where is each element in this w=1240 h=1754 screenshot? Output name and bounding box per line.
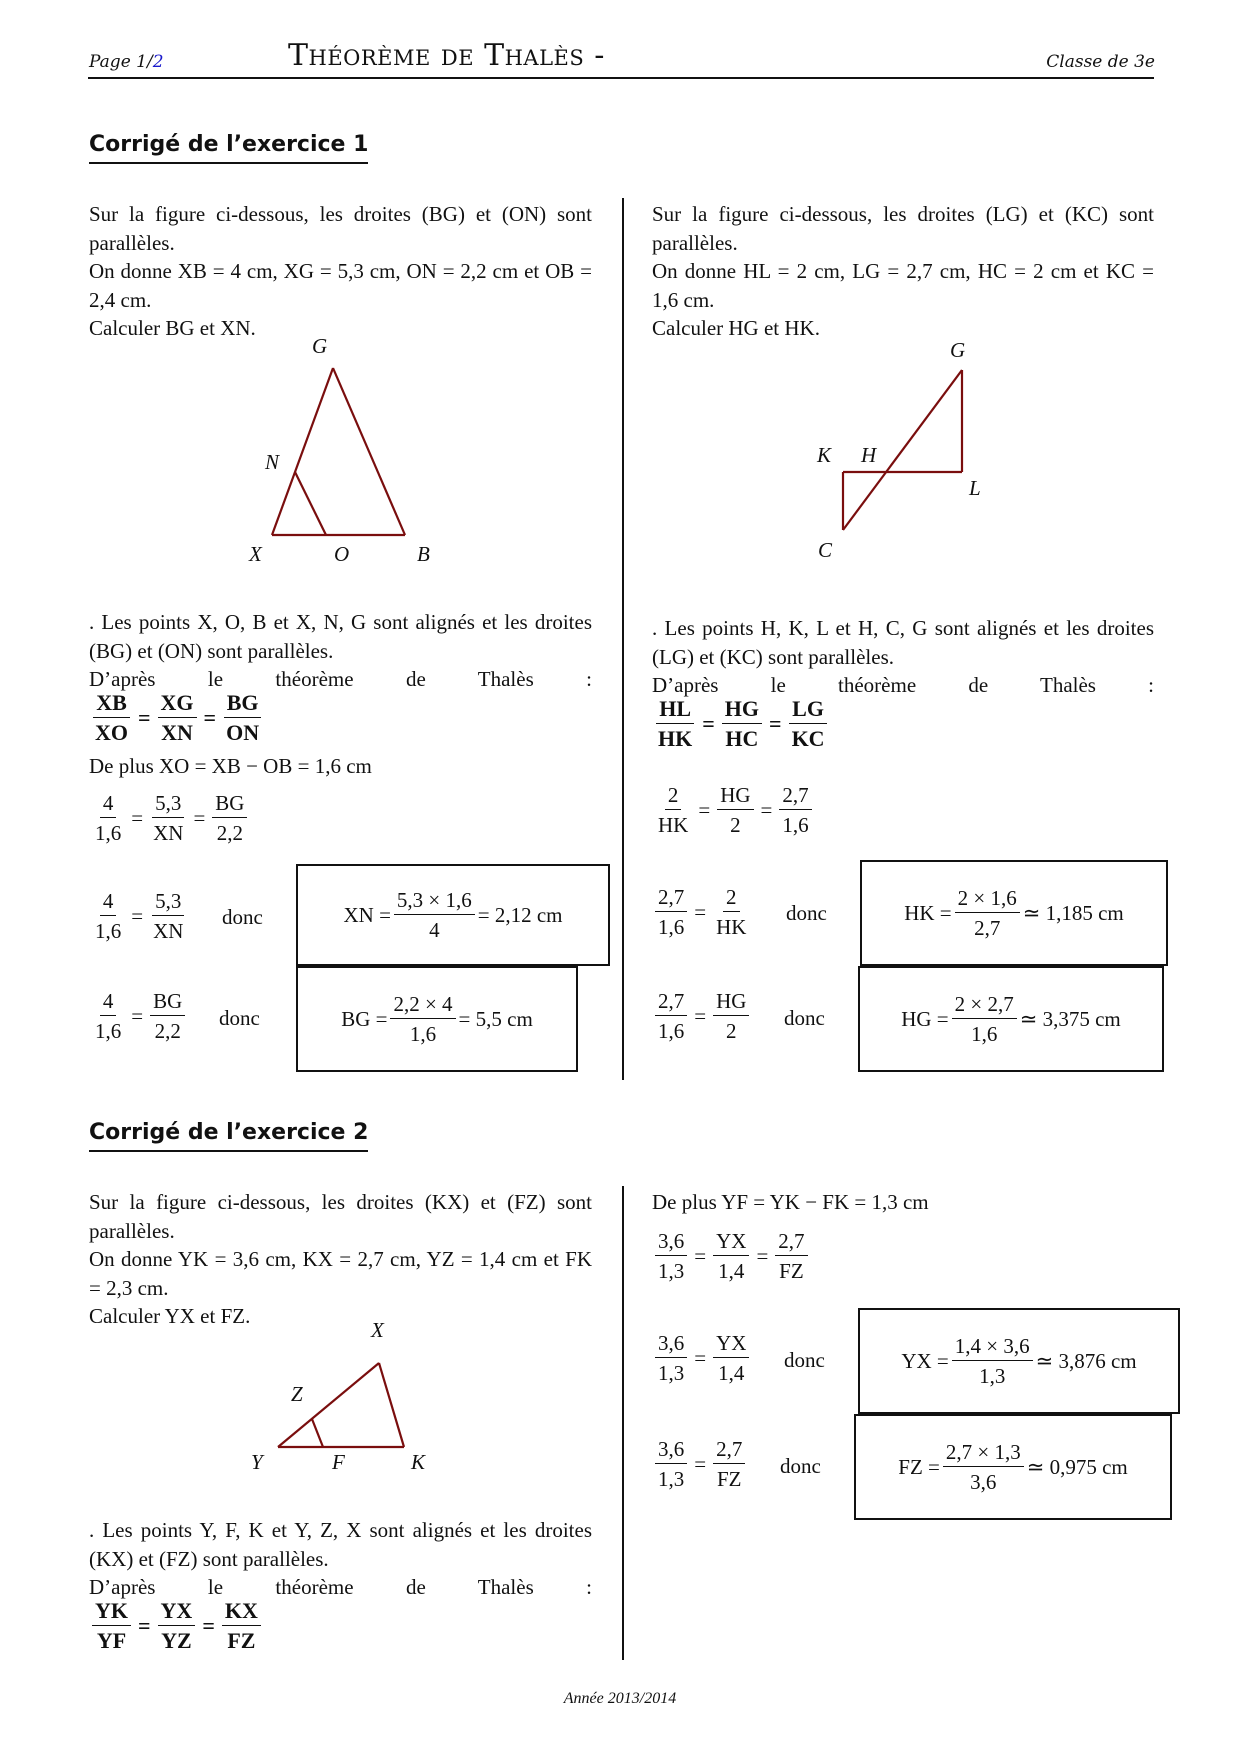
result-box-hg: HG = $\frac{2 \times 2,7}{1,6}$ ≃ 3,375 cm [858, 966, 1164, 1072]
point-label-z: Z [291, 1382, 303, 1406]
ex1-left-step1-lhs: $\frac{4}{1,6}$ = $\frac{5,3}{XN}$ [95, 889, 184, 943]
point-label-x: X [249, 542, 262, 566]
ex1-deplus: De plus XO = XB − OB = 1,6 cm [89, 754, 372, 778]
point-label-l: L [969, 476, 981, 500]
point-label-k: K [817, 443, 832, 467]
ex1-right-step2-lhs: $\frac{2,7}{1,6}$ = $\frac{HG}{2}$ [652, 988, 752, 1044]
bowtie-figure-ex1-right [820, 350, 1000, 550]
point-label-n: N [265, 450, 280, 474]
exercise-2-title: Corrigé de l’exercice 2 [89, 1120, 368, 1152]
point-label-f: F [332, 1450, 345, 1474]
donc-label: donc [780, 1454, 821, 1478]
column-divider-2 [622, 1186, 624, 1660]
point-label-c: C [818, 538, 833, 562]
numeric-ratios-ex1-left: $\frac{4}{1,6}$ = $\frac{5,3}{XN}$ = $\frac{BG}{2,2}$ [89, 790, 250, 846]
point-label-y: Y [251, 1450, 263, 1474]
numeric-ratios-ex2: $\frac{3,6}{1,3}$ = $\frac{YX}{1,4}$ = $\frac{2,7}{FZ}$ [652, 1228, 811, 1284]
numeric-ratios-ex1-right: $\frac{2}{HK}$ = $\frac{HG}{2}$ = $\frac{2,7}{1,6}$ [652, 782, 815, 838]
ex2-left-statement: Sur la figure ci-dessous, les droites (KX) et (FZ) sont parallèles. On donne YK = 3,6 cm, KX = 2,7 cm, YZ = 1,4 cm et FK = 2,3 cm. Calculer YX et FZ. [89, 1190, 592, 1328]
page-total-link[interactable]: 2 [152, 52, 164, 72]
header-rule [88, 77, 1154, 79]
thales-ratios-ex1-left: $\frac{XB}{XO}$ = $\frac{XG}{XN}$ = $\frac{BG}{ON}$ [89, 690, 265, 746]
donc-label: donc [219, 1006, 260, 1030]
point-label-x: X [371, 1318, 384, 1342]
donc-label: donc [786, 901, 827, 925]
point-label-g: G [950, 338, 966, 362]
point-label-h: H [861, 443, 877, 467]
result-box-bg: BG = $\frac{2,2 \times 4}{1,6}$ = 5,5 cm [296, 966, 578, 1072]
point-label-o: O [334, 542, 350, 566]
point-label-b: B [417, 542, 430, 566]
page-indicator: Page 1/2 [89, 52, 164, 72]
exercise-1-title: Corrigé de l’exercice 1 [89, 132, 368, 164]
point-label-g: G [312, 334, 328, 358]
thales-ratios-ex2: $\frac{YK}{YF}$ = $\frac{YX}{YZ}$ = $\frac{KX}{FZ}$ [89, 1598, 264, 1654]
donc-label: donc [784, 1006, 825, 1030]
ex1-right-statement: Sur la figure ci-dessous, les droites (LG) et (KC) sont parallèles. On donne HL = 2 cm, LG = 2,7 cm, HC = 2 cm et KC = 1,6 cm. Calculer HG et HK. [652, 202, 1154, 340]
result-box-hk: HK = $\frac{2 \times 1,6}{2,7}$ ≃ 1,185 cm [860, 860, 1168, 966]
point-label-k: K [411, 1450, 426, 1474]
ex1-right-step1-lhs: $\frac{2,7}{1,6}$ = $\frac{2}{HK}$ [652, 884, 752, 940]
thales-ratios-ex1-right: $\frac{HL}{HK}$ = $\frac{HG}{HC}$ = $\frac{LG}{KC}$ [652, 696, 831, 752]
page-title: Théorème de Thalès - [288, 38, 605, 73]
result-box-xn: XN = $\frac{5,3 \times 1,6}{4}$ = 2,12 cm [296, 864, 610, 966]
class-label: Classe de 3e [1046, 52, 1155, 72]
ex1-left-step2-lhs: $\frac{4}{1,6}$ = $\frac{BG}{2,2}$ [89, 988, 188, 1044]
donc-label: donc [784, 1348, 825, 1372]
ex2-step2-lhs: $\frac{3,6}{1,3}$ = $\frac{2,7}{FZ}$ [652, 1436, 748, 1492]
triangle-figure-ex2-left [260, 1330, 420, 1460]
ex1-left-reasoning: . Les points X, O, B et X, N, G sont alignés et les droites (BG) et (ON) sont parallèles. D’après le théorème de Thalès : [89, 610, 592, 691]
ex2-deplus: De plus YF = YK − FK = 1,3 cm [652, 1190, 929, 1214]
ex1-left-statement: Sur la figure ci-dessous, les droites (BG) et (ON) sont parallèles. On donne XB = 4 cm, XG = 5,3 cm, ON = 2,2 cm et OB = 2,4 cm. Calculer BG et XN. [89, 202, 592, 340]
ex2-left-reasoning: . Les points Y, F, K et Y, Z, X sont alignés et les droites (KX) et (FZ) sont parallèles. D’après le théorème de Thalès : [89, 1518, 592, 1599]
column-divider-1 [622, 198, 624, 1080]
ex1-right-reasoning: . Les points H, K, L et H, C, G sont alignés et les droites (LG) et (KC) sont parallèles. D’après le théorème de Thalès : [652, 616, 1154, 697]
result-box-yx: YX = $\frac{1,4 \times 3,6}{1,3}$ ≃ 3,876 cm [858, 1308, 1180, 1414]
result-box-fz: FZ = $\frac{2,7 \times 1,3}{3,6}$ ≃ 0,975 cm [854, 1414, 1172, 1520]
donc-label: donc [222, 905, 263, 929]
footer-year: Année 2013/2014 [563, 1690, 677, 1707]
ex2-step1-lhs: $\frac{3,6}{1,3}$ = $\frac{YX}{1,4}$ [652, 1330, 752, 1386]
